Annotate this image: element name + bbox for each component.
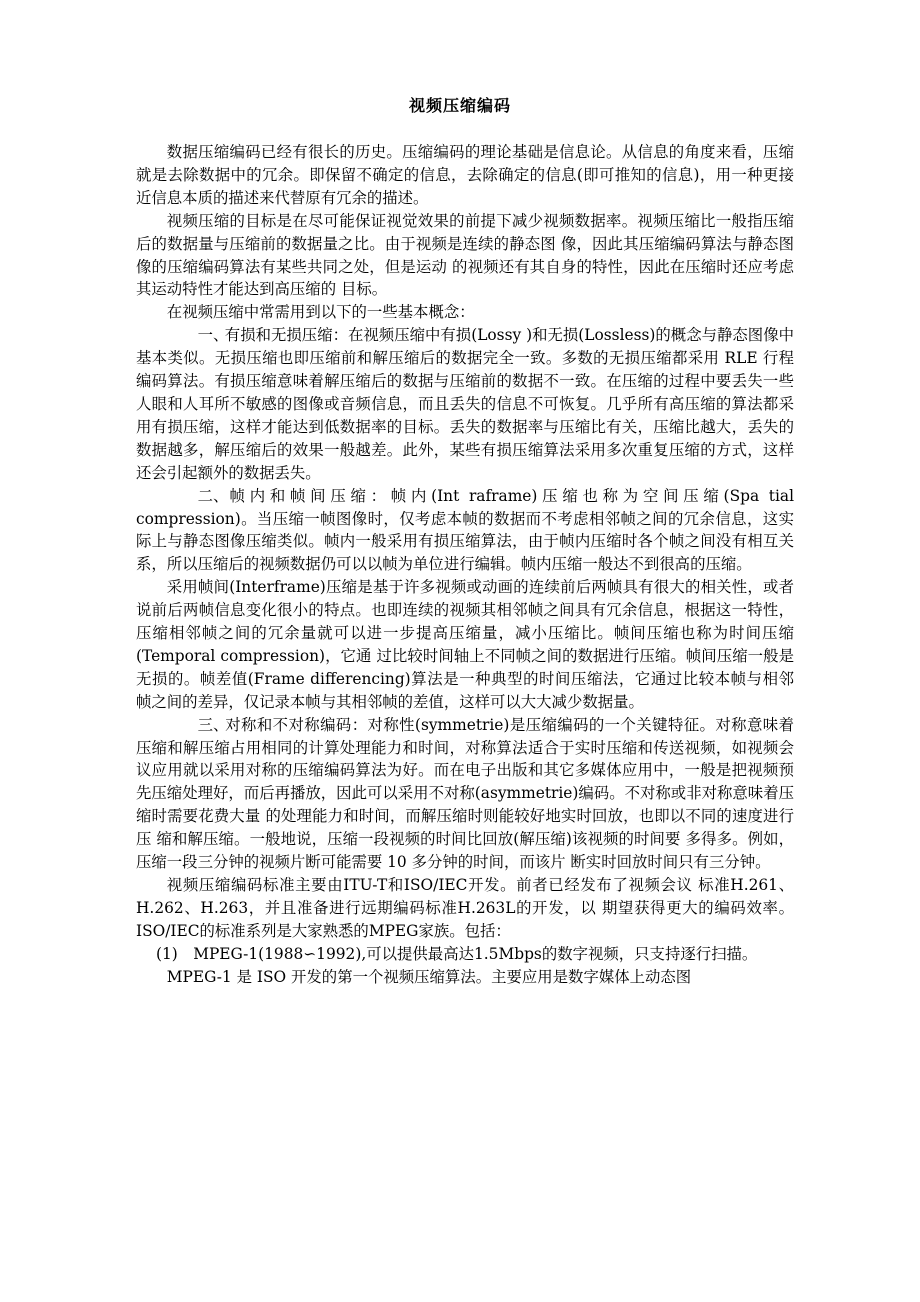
paragraph-concepts: 在视频压缩中常需用到以下的一些基本概念： [166, 303, 475, 322]
section-number: 二、 [197, 486, 229, 505]
section-lossy-lossless [136, 324, 794, 484]
section-symmetric [136, 714, 794, 874]
page-title: 视频压缩编码 [408, 96, 511, 115]
section-text: 帧内和帧间压缩：帧内(Int raframe)压缩也称为空间压缩(Spa tial compression)。当压缩一帧图像时，仅考虑本帧的数据而不考虑相邻帧之间的冗余信息，这实际上与静态图像压缩类似。帧内一般采用有损压缩算法，由于帧内压缩时各个帧之间没有相互关系，所以压缩后的视频数据仍可以以帧为单位进行编辑。帧内压缩一般达不到很高的压缩。 [136, 486, 794, 574]
paragraph-interframe: 采用帧间(Interframe)压缩是基于许多视频或动画的连续前后两帧具有很大的相关性，或者说前后两帧信息变化很小的特点。也即连续的视频其相邻帧之间具有冗余信息，根据这一特性，压缩相邻帧之间的冗余量就可以进一步提高压缩量，减小压缩比。帧间压缩也称为时间压缩(Temporal compression)，它通 过比较时间轴上不同帧之间的数据进行压缩。帧间压缩一般是无损的。帧差值(Frame differencing)算法是一种典型的时间压缩法，它通过比较本帧与相邻 帧之间的差异，仅记录本帧与其相邻帧的差值，这样可以大大减少数据量。 [136, 578, 794, 711]
section-text: 有损和无损压缩：在视频压缩中有损(Lossy )和无损(Lossless)的概念与静态图像中基本类似。无损压缩也即压缩前和解压缩后的数据完全一致。多数的无损压缩都采用 RLE 行程编码算法。有损压缩意味着解压缩后的数据与压缩前的数据不一致。在压缩的过程中要丢失一些人眼和人耳所不敏感的图像或音频信息，而且丢失的信息不可恢复。几乎所有高压缩的算法都采用有损压缩，这样才能达到低数据率的目标。丢失的数据率与压缩比有关，压缩比越大，丢失的数据越多，解压缩后的效果一般越差。此外，某些有损压缩算法采用多次重复压缩的方式，这样还会引起额外的数据丢失。 [136, 326, 794, 482]
section-intra-inter [136, 485, 794, 577]
paragraph-mpeg1: MPEG-1 是 ISO 开发的第一个视频压缩算法。主要应用是数字媒体上动态图 [166, 967, 692, 986]
paragraph-standards: 视频压缩编码标准主要由ITU-T和ISO/IEC开发。前者已经发布了视频会议 标准H.261、H.262、H.263，并且准备进行远期编码标准H.263L的开发，以 期望获得更大的编码效率。ISO/IEC的标准系列是大家熟悉的MPEG家族。包括： [136, 876, 794, 940]
paragraph-goal: 视频压缩的目标是在尽可能保证视觉效果的前提下减少视频数据率。视频压缩比一般指压缩后的数据量与压缩前的数据量之比。由于视频是连续的静态图 像，因此其压缩编码算法与静态图像的压缩编码算法有某些共同之处，但是运动 的视频还有其自身的特性，因此在压缩时还应考虑其运动特性才能达到高压缩的 目标。 [136, 211, 794, 299]
section-number: 三、 [197, 715, 229, 734]
document-body [136, 141, 794, 989]
paragraph-intro: 数据压缩编码已经有很长的历史。压缩编码的理论基础是信息论。从信息的角度来看，压缩就是去除数据中的冗余。即保留不确定的信息，去除确定的信息(即可推知的信息)，用一种更接近信息本质的描述来代替原有冗余的描述。 [136, 143, 794, 207]
list-item-mpeg1: (1) MPEG-1(1988∽1992),可以提供最高达1.5Mbps的数字视频，只支持逐行扫描。 [156, 944, 758, 963]
section-text: 对称和不对称编码：对称性(symmetrie)是压缩编码的一个关键特征。对称意味着压缩和解压缩占用相同的计算处理能力和时间，对称算法适合于实时压缩和传送视频，如视频会议应用就以采用对称的压缩编码算法为好。而在电子出版和其它多媒体应用中，一般是把视频预先压缩处理好，而后再播放，因此可以采用不对称(asymmetrie)编码。不对称或非对称意味着压缩时需要花费大量 的处理能力和时间，而解压缩时则能较好地实时回放，也即以不同的速度进行压 缩和解压缩。一般地说，压缩一段视频的时间比回放(解压缩)该视频的时间要 多得多。例如，压缩一段三分钟的视频片断可能需要 10 多分钟的时间，而该片 断实时回放时间只有三分钟。 [136, 715, 794, 872]
section-number: 一、 [197, 326, 229, 345]
